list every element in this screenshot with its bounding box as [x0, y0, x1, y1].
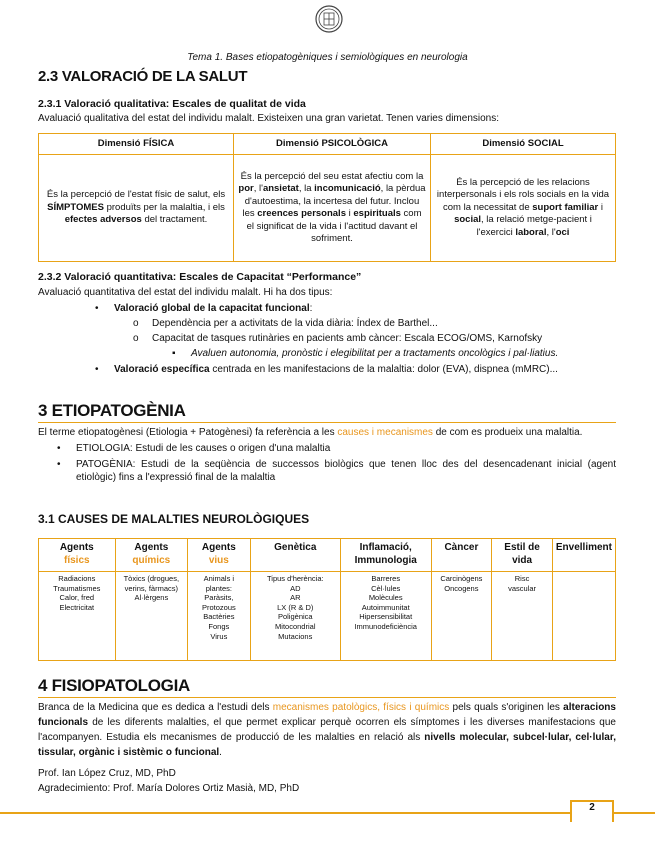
dimensions-table — [38, 133, 616, 262]
causes-cell-line: Radiacions — [58, 574, 96, 583]
causes-cell — [431, 572, 492, 661]
university-seal-icon — [314, 4, 344, 34]
causes-cell-line: verins, fàrmacs) — [124, 583, 178, 593]
causes-cell-line: Molècules — [368, 593, 403, 603]
section-title-3: 3 ETIOPATOGÈNIA — [38, 401, 186, 420]
causes-cell-line: Autoimmunitat — [361, 602, 410, 612]
paragraph-etiopatogenia: El terme etiopatogènesi (Etiologia + Patogènesi) fa referència a les causes i mecanismes de com es produeix una malaltia. — [38, 427, 583, 438]
bullet-barthel: Dependència per a activitats de la vida diària: Índex de Barthel... — [152, 318, 438, 329]
subsection-title-3-1: 3.1 CAUSES DE MALALTIES NEUROLÒGIQUES — [38, 512, 310, 526]
section-title-4: 4 FISIOPATOLOGIA — [38, 676, 190, 695]
causes-cell — [115, 572, 187, 661]
paragraph-2-3-2: Avaluació quantitativa del estat del individu malalt. Hi ha dos tipus: — [38, 287, 333, 298]
causes-cell-line: Mitocondrial — [275, 621, 316, 631]
header-fisica: Dimensió FÍSICA — [39, 134, 234, 155]
bullet-marker: • — [57, 443, 61, 454]
bullet-global-capacity: Valoració global de la capacitat funcional: — [114, 303, 313, 314]
cell-fisica: És la percepció de l'estat físic de salut, els SÍMPTOMES produïts per la malaltia, i els efectes adversos del tractament. — [39, 155, 234, 262]
causes-cell-line: Mutacions — [278, 631, 313, 641]
causes-cell-line: AD — [290, 583, 301, 593]
acknowledgement-line: Agradecimiento: Prof. María Dolores Ortiz Masià, MD, PhD — [38, 783, 300, 794]
causes-cell-line: Protozous — [201, 602, 236, 612]
causes-cell-line: Paràsits, — [204, 593, 234, 603]
footer-rule — [0, 812, 570, 814]
causes-header: Estil de vida — [492, 539, 553, 572]
causes-header: Agents químics — [115, 539, 187, 572]
causes-cell-line: Al·lèrgens — [134, 593, 169, 603]
causes-cell-line: plantes: — [205, 583, 232, 593]
header-social: Dimensió SOCIAL — [431, 134, 616, 155]
subsection-title-2-3-1: 2.3.1 Valoració qualitativa: Escales de qualitat de vida — [38, 98, 306, 110]
causes-cell-line: Electricitat — [59, 602, 95, 612]
causes-cell-line: Cèl·lules — [371, 583, 401, 593]
header-psicologica: Dimensió PSICOLÒGICA — [234, 134, 431, 155]
causes-header: Agents vius — [188, 539, 251, 572]
footer-rule — [614, 812, 655, 814]
bullet-etiologia: ETIOLOGIA: Estudi de les causes o origen d'una malaltia — [76, 443, 331, 454]
causes-cell-line: Poligènica — [277, 612, 313, 622]
causes-cell-line: Tipus d'herència: — [266, 574, 324, 583]
paragraph-fisiopatologia: Branca de la Medicina que es dedica a l'estudi dels mecanismes patològics, físics i químics pels quals s'originen les alteracions funcionals de les diferents malalties, el que permet explicar perquè ocorren els símptomes i les diverses manifestacions que l'acompanyen. Estudia els mecanismes de producció de les malalties en relació als nivells molecular, subcel·lular, cel·lular, tissular, orgànic i sistèmic o funcional. — [38, 702, 616, 758]
causes-cell-line: Virus — [210, 631, 228, 641]
bullet-patogenia: PATOGÈNIA: Estudi de la seqüència de successos biològics que tenen lloc des del desencadenant inicial (agent etiològic) fins a l'expressió final de la malaltia — [76, 459, 616, 483]
circle-marker: o — [133, 318, 139, 329]
causes-cell-line: Bactèries — [203, 612, 235, 622]
causes-cell-line: Animals i — [203, 574, 235, 583]
bullet-ecog: Capacitat de tasques rutinàries en pacients amb càncer: Escala ECOG/OMS, Karnofsky — [152, 333, 543, 344]
cell-social: És la percepció de les relacions interpersonals i els rols socials en la vida com la necessitat de suport familiar i social, la relació metge-pacient i l'exercici laboral, l'oci — [431, 155, 616, 262]
causes-header: Agents físics — [39, 539, 116, 572]
square-marker: ▪ — [172, 348, 176, 359]
header-title: Tema 1. Bases etiopatogèniques i semiològiques en neurologia — [187, 52, 468, 63]
bullet-autonomy: Avaluen autonomia, pronòstic i elegibilitat per a tractaments oncològics i pal·liatius. — [191, 348, 559, 359]
section-rule — [38, 422, 616, 423]
bullet-marker: • — [95, 364, 99, 375]
causes-header: Envelliment — [552, 539, 615, 572]
causes-cell-line: Barreres — [371, 574, 401, 583]
causes-cell-line: LX (R & D) — [277, 602, 314, 612]
causes-cell — [340, 572, 431, 661]
subsection-title-2-3-2: 2.3.2 Valoració quantitativa: Escales de Capacitat “Performance” — [38, 271, 362, 283]
causes-cell-line: Tòxics (drogues, — [123, 574, 180, 583]
causes-cell-line: Immunodeficiència — [354, 621, 417, 631]
bullet-marker: • — [57, 459, 61, 470]
causes-cell-line: Risc — [514, 574, 530, 583]
paragraph-2-3-1: Avaluació qualitativa del estat del individu malalt. Existeixen una gran varietat. Tenen varies dimensions: — [38, 113, 500, 124]
section-rule — [38, 697, 616, 698]
causes-header: Genètica — [250, 539, 340, 572]
causes-cell — [492, 572, 553, 661]
causes-cell — [552, 572, 615, 661]
circle-marker: o — [133, 333, 139, 344]
bullet-marker: • — [95, 303, 99, 314]
causes-cell — [250, 572, 340, 661]
causes-header: Inflamació, Immunologia — [340, 539, 431, 572]
section-title-2-3: 2.3 VALORACIÓ DE LA SALUT — [38, 68, 248, 85]
causes-cell — [39, 572, 116, 661]
causes-cell-line: Traumatismes — [53, 583, 101, 593]
bullet-specific: Valoració específica centrada en les manifestacions de la malaltia: dolor (EVA), dispnea (mMRC)... — [114, 364, 558, 375]
page-number: 2 — [589, 802, 595, 813]
cell-psicologica: És la percepció del seu estat afectiu com la por, l'ansietat, la incomunicació, la pèrdua d'autoestima, la incertesa del futur. Inclou les creences personals i espirituals com el significat de la vida i l'actitud davant el sofriment. — [234, 155, 431, 262]
causes-cell-line: AR — [290, 593, 301, 603]
causes-cell-line: Oncogens — [444, 583, 479, 593]
causes-cell-line: Fongs — [208, 621, 230, 631]
causes-cell-line: vascular — [508, 583, 537, 593]
causes-header: Càncer — [431, 539, 492, 572]
causes-cell-line: Carcinògens — [440, 574, 483, 583]
causes-cell — [188, 572, 251, 661]
author-line: Prof. Ian López Cruz, MD, PhD — [38, 768, 176, 779]
causes-cell-line: Calor, fred — [59, 593, 95, 603]
causes-table — [38, 538, 616, 661]
causes-cell-line: Hipersensibilitat — [359, 612, 413, 622]
